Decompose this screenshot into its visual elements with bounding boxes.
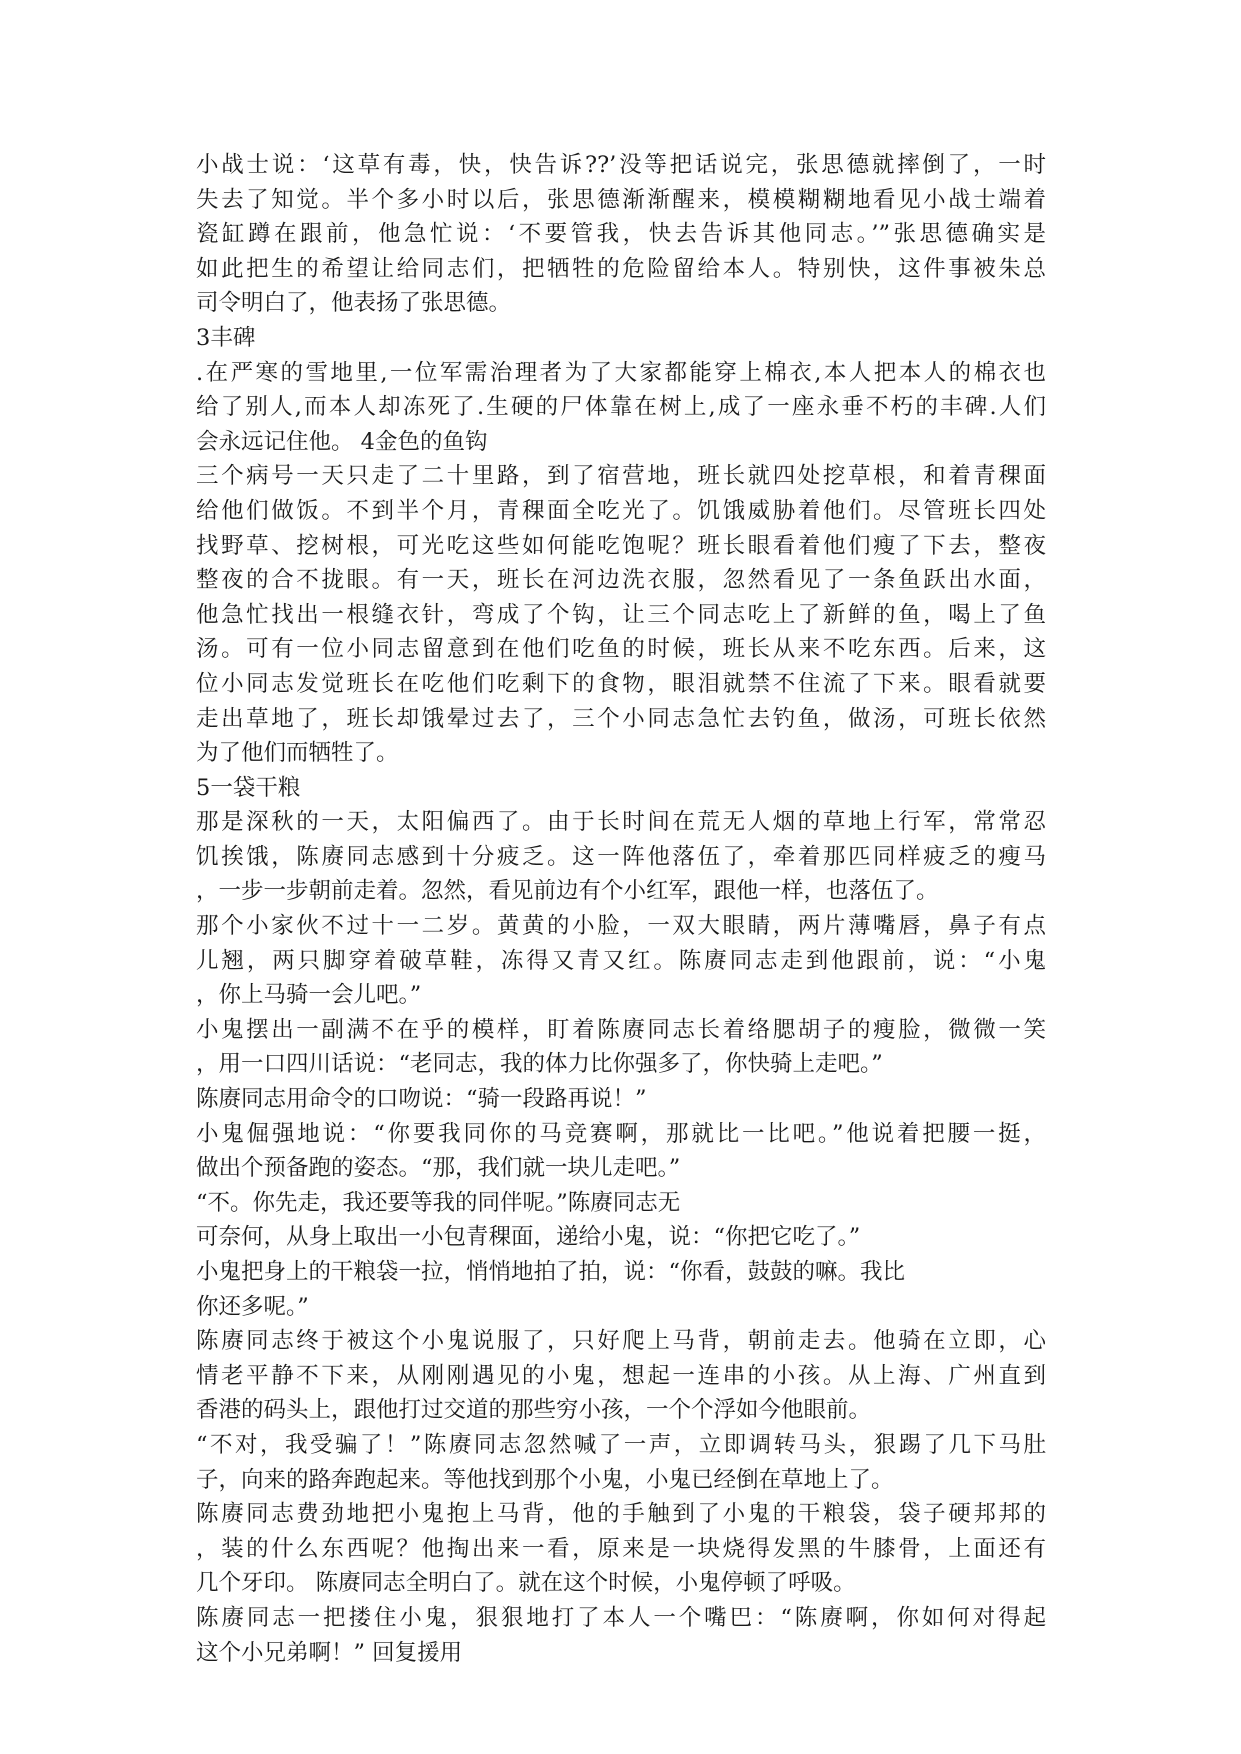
text-line: 5一袋干粮 <box>196 774 301 801</box>
text-line: 香港的码头上，跟他打过交道的那些穷小孩，一个个浮如今他眼前。 <box>196 1397 872 1424</box>
text-line: 走出草地了，班长却饿晕过去了，三个小同志急忙去钓鱼，做汤，可班长依然 <box>196 705 1046 732</box>
text-line: “不。你先走，我还要等我的同伴呢。”陈赓同志无 <box>196 1189 681 1216</box>
text-line: 小鬼倔强地说：“你要我同你的马竞赛啊，那就比一比吧。”他说着把腰一挺， <box>196 1120 1046 1147</box>
text-line: 陈赓同志费劲地把小鬼抱上马背，他的手触到了小鬼的干粮袋，袋子硬邦邦的 <box>196 1501 1046 1528</box>
text-line: 如此把生的希望让给同志们，把牺牲的危险留给本人。特别快，这件事被朱总 <box>196 255 1046 282</box>
text-line: 做出个预备跑的姿态。“那，我们就一块儿走吧。” <box>196 1155 681 1182</box>
text-line: 为了他们而牺牲了。 <box>196 740 399 767</box>
text-line: 陈赓同志一把搂住小鬼，狠狠地打了本人一个嘴巴：“陈赓啊，你如何对得起 <box>196 1604 1046 1631</box>
text-line: 位小同志发觉班长在吃他们吃剩下的食物，眼泪就禁不住流了下来。眼看就要 <box>196 670 1046 697</box>
text-line: 陈赓同志用命令的口吻说：“骑一段路再说！” <box>196 1086 647 1113</box>
text-line: 小战士说：‘这草有毒，快，快告诉??’没等把话说完，张思德就摔倒了，一时 <box>196 152 1046 178</box>
text-line: 这个小兄弟啊！” 回复援用 <box>196 1639 463 1666</box>
text-line: 3丰碑 <box>196 324 256 351</box>
text-line: “不对，我受骗了！”陈赓同志忽然喊了一声，立即调转马头，狠踢了几下马肚 <box>196 1431 1046 1458</box>
text-line: 小鬼把身上的干粮袋一拉，悄悄地拍了拍，说：“你看，鼓鼓的嘛。我比 <box>196 1259 906 1285</box>
text-line: 三个病号一天只走了二十里路，到了宿营地，班长就四处挖草根，和着青稞面 <box>196 463 1046 490</box>
text-line: ，你上马骑一会儿吧。” <box>196 982 422 1009</box>
text-line: 小鬼摆出一副满不在乎的模样，盯着陈赓同志长着络腮胡子的瘦脸，微微一笑 <box>196 1016 1046 1043</box>
text-line: ，装的什么东西呢？他掏出来一看，原来是一块烧得发黑的牛膝骨，上面还有 <box>196 1535 1046 1562</box>
text-line: 子，向来的路奔跑起来。等他找到那个小鬼，小鬼已经倒在草地上了。 <box>196 1466 894 1493</box>
text-line: 失去了知觉。半个多小时以后，张思德渐渐醒来，模模糊糊地看见小战士端着 <box>196 186 1046 213</box>
text-line: .在严寒的雪地里,一位军需治理者为了大家都能穿上棉衣,本人把本人的棉衣也 <box>196 359 1046 386</box>
text-line: 给了别人,而本人却冻死了.生硬的尸体靠在树上,成了一座永垂不朽的丰碑.人们 <box>196 394 1046 421</box>
text-line: 给他们做饭。不到半个月，青稞面全吃光了。饥饿威胁着他们。尽管班长四处 <box>196 497 1046 524</box>
text-line: 整夜的合不拢眼。有一天，班长在河边洗衣服，忽然看见了一条鱼跃出水面， <box>196 567 1046 594</box>
document-page <box>196 148 1046 1670</box>
text-line: 饥挨饿，陈赓同志感到十分疲乏。这一阵他落伍了，牵着那匹同样疲乏的瘦马 <box>196 843 1046 870</box>
text-line: 会永远记住他。 4金色的鱼钩 <box>196 428 488 455</box>
text-line: 瓷缸蹲在跟前，他急忙说：‘不要管我，快去告诉其他同志。’”张思德确实是 <box>196 221 1046 248</box>
text-line: 情老平静不下来，从刚刚遇见的小鬼，想起一连串的小孩。从上海、广州直到 <box>196 1362 1046 1389</box>
text-line: 汤。可有一位小同志留意到在他们吃鱼的时候，班长从来不吃东西。后来，这 <box>196 636 1046 663</box>
text-line: 那个小家伙不过十一二岁。黄黄的小脸，一双大眼睛，两片薄嘴唇，鼻子有点 <box>196 913 1046 940</box>
text-line: 找野草、挖树根，可光吃这些如何能吃饱呢？班长眼看着他们瘦了下去，整夜 <box>196 532 1046 559</box>
text-line: ，用一口四川话说：“老同志，我的体力比你强多了，你快骑上走吧。” <box>196 1051 883 1078</box>
text-line: 可奈何，从身上取出一小包青稞面，递给小鬼，说：“你把它吃了。” <box>196 1224 861 1251</box>
text-line: 他急忙找出一根缝衣针，弯成了个钩，让三个同志吃上了新鲜的鱼，喝上了鱼 <box>196 601 1046 628</box>
text-line: 司令明白了，他表扬了张思德。 <box>196 290 512 317</box>
text-line: 那是深秋的一天，太阳偏西了。由于长时间在荒无人烟的草地上行军，常常忍 <box>196 809 1046 836</box>
text-line: ，一步一步朝前走着。忽然，看见前边有个小红军，跟他一样，也落伍了。 <box>196 878 939 905</box>
text-line: 几个牙印。 陈赓同志全明白了。就在这个时候，小鬼停顿了呼吸。 <box>196 1570 856 1597</box>
text-line: 儿翘，两只脚穿着破草鞋，冻得又青又红。陈赓同志走到他跟前，说：“小鬼 <box>196 947 1046 974</box>
text-line: 你还多呢。” <box>196 1293 309 1320</box>
text-line: 陈赓同志终于被这个小鬼说服了，只好爬上马背，朝前走去。他骑在立即，心 <box>196 1328 1046 1355</box>
